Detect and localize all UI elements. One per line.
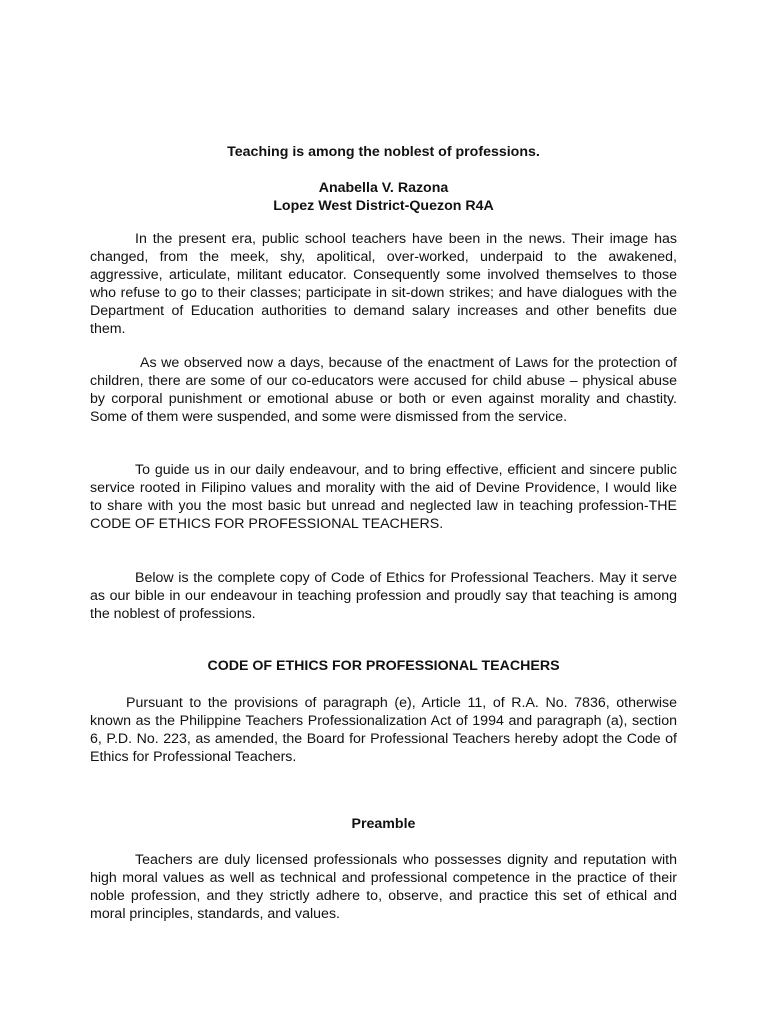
document-title: Teaching is among the noblest of professions. [227, 144, 540, 160]
paragraph-complete-copy: Below is the complete copy of Code of Ethics for Professional Teachers. May it serve as our bible in our endeavour in teaching profession and proudly say that teaching is among the noblest of professions. [90, 570, 677, 622]
document-page [90, 0, 677, 1024]
preamble-heading: Preamble [351, 816, 416, 832]
paragraph-child-protection: As we observed now a days, because of the enactment of Laws for the protection of children, there are some of our co-educators were accused for child abuse – physical abuse by corporal punishment or emotional abuse or both or even against morality and chastity. Some of them were suspended, and some were dismissed from the service. [90, 355, 677, 425]
paragraph-pursuant: Pursuant to the provisions of paragraph (e), Article 11, of R.A. No. 7836, otherwise known as the Philippine Teachers Professionalization Act of 1994 and paragraph (a), section 6, P.D. No. 223, as amended, the Board for Professional Teachers hereby adopt the Code of Ethics for Professional Teachers. [90, 695, 677, 765]
author-district: Lopez West District-Quezon R4A [273, 198, 494, 214]
paragraph-present-era: In the present era, public school teachers have been in the news. Their image has changed, from the meek, shy, apolitical, over-worked, underpaid to the awakened, aggressive, articulate, militant educator. Consequently some involved themselves to those who refuse to go to their classes; participate in sit-down strikes; and have dialogues with the Department of Education authorities to demand salary increases and other benefits due them. [90, 231, 677, 337]
paragraph-preamble: Teachers are duly licensed professionals who possesses dignity and reputation with high moral values as well as technical and professional competence in the practice of their noble profession, and they strictly adhere to, observe, and practice this set of ethical and moral principles, standards, and values. [90, 852, 677, 922]
author-name: Anabella V. Razona [318, 180, 449, 196]
code-of-ethics-heading: CODE OF ETHICS FOR PROFESSIONAL TEACHERS [207, 658, 560, 674]
paragraph-guide: To guide us in our daily endeavour, and to bring effective, efficient and sincere public service rooted in Filipino values and morality with the aid of Devine Providence, I would like to share with you the most basic but unread and neglected law in teaching profession-THE CODE OF ETHICS FOR PROFESSIONAL TEACHERS. [90, 462, 677, 532]
